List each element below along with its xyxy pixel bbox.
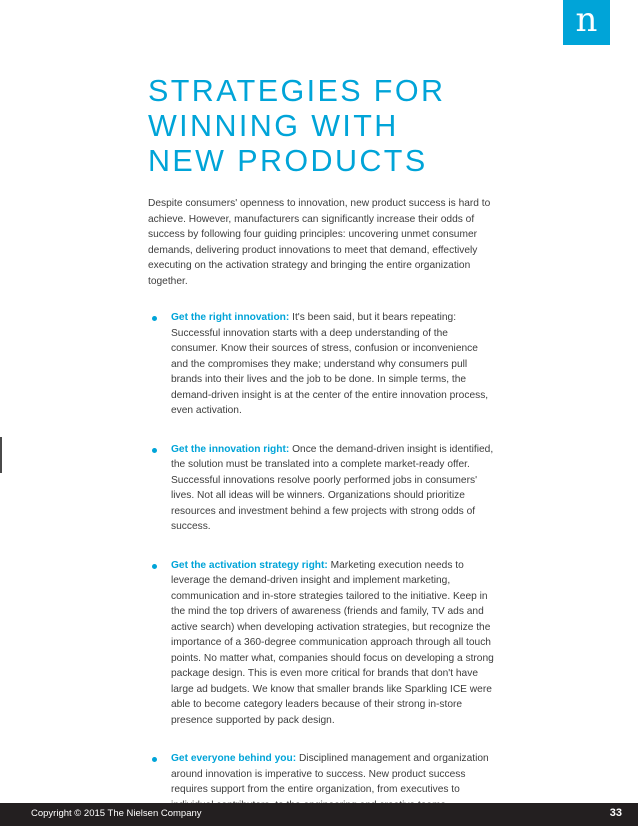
logo-letter: n — [575, 0, 598, 40]
title-line: STRATEGIES FOR — [148, 74, 446, 108]
title-line: WINNING WITH — [148, 109, 399, 143]
page-title — [148, 74, 445, 179]
page-footer — [0, 803, 638, 826]
list-item — [148, 558, 496, 729]
bullet-lead: Get everyone behind you: — [171, 753, 297, 764]
bullet-text: Disciplined management and organization around innovation is imperative to success. New product success requires support from the entire organization, from executives to — [171, 753, 489, 795]
intro-paragraph: Despite consumers' openness to innovation, new product success is hard to achieve. However, manufacturers can significantly increase their odds of success by following four guiding principles: uncovering unmet consumer demands, delivering product innovations to meet that demand, effectively executing on the activation strategy and bringing the entire organization together. — [148, 198, 491, 287]
title-line: NEW PRODUCTS — [148, 144, 428, 178]
principles-list — [148, 310, 496, 813]
article-body — [148, 196, 496, 813]
bullet-dot-icon — [152, 564, 157, 569]
nielsen-logo — [563, 0, 610, 45]
bullet-text: Marketing execution needs to leverage the demand-driven insight and implement marketing, communication and in-store strategies tailored to the initiative. Keep in the mind the top drivers of awareness (friends and family, TV ads and active search) when developing activation strategies, but recognize the importance of a 360-degree communication approach through all touch points. No matter what, companies should focus on developing a strong package design. This is even more critical for brands that don't have large ad budgets. We know that smaller brands like Sparkling ICE were able to become category leaders because of their strong in-store presence supported by pack design. — [171, 559, 494, 726]
bullet-lead: Get the innovation right: — [171, 443, 290, 455]
bullet-text: It's been said, but it bears repeating: Successful innovation starts with a deep understanding of the consumer. Know their sources of stress, confusion or inconvenience and the compromises they make; understand why consumers pull brands into their lives and the job to be done. In simple terms, the demand-driven insight is at the center of the entire innovation process, even activation. — [171, 312, 489, 416]
margin-marker — [0, 437, 2, 473]
bullet-lead: Get the activation strategy right: — [171, 559, 328, 571]
bullet-dot-icon — [152, 757, 157, 762]
bullet-lead: Get the right innovation: — [171, 312, 290, 323]
bullet-text: Once the demand-driven insight is identified, the solution must be translated into a complete market-ready offer. Successful innovations resolve poorly performed jobs in consumers' lives. Not all ideas will be winners. Organizations should prioritize resources and investment behind a few projects with strong odds of success. — [171, 443, 494, 532]
list-item — [148, 442, 496, 535]
list-item — [148, 310, 496, 419]
copyright-text: Copyright © 2015 The Nielsen Company — [31, 808, 202, 819]
page-number: 33 — [609, 807, 622, 819]
bullet-dot-icon — [152, 316, 157, 321]
bullet-dot-icon — [152, 448, 157, 453]
